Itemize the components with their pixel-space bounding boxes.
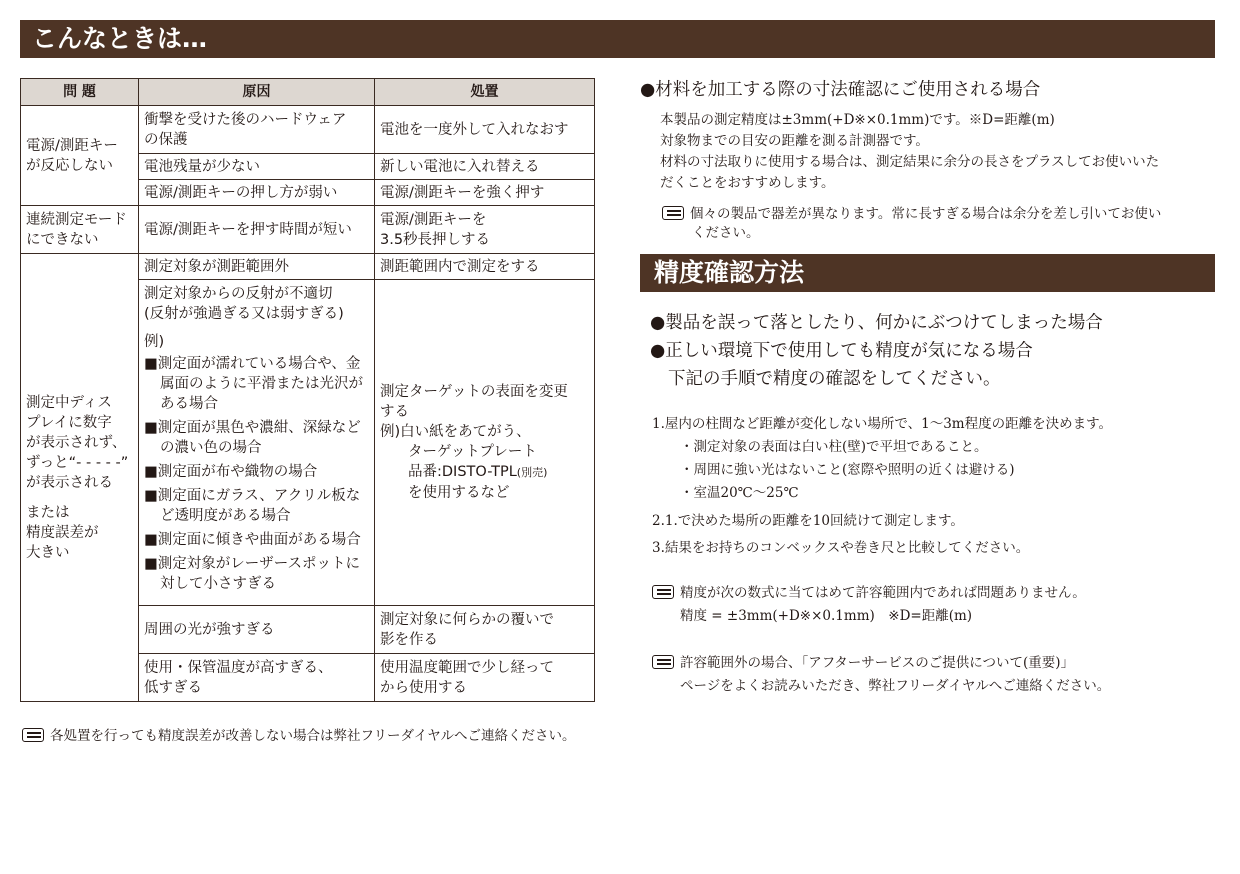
material-note-line: ください。 xyxy=(692,225,760,241)
action-line: 測定ターゲットの表面を変更 xyxy=(380,384,568,400)
step-1-sub: ・測定対象の表面は白い柱(壁)で平坦であること。 xyxy=(680,439,988,455)
cause-line: 低すぎる xyxy=(144,679,202,696)
action-cell: 測距範囲内で測定をする xyxy=(375,254,595,280)
action-line: 測定対象に何らかの覆いで xyxy=(380,611,554,628)
action-line: 3.5秒長押しする xyxy=(380,231,491,248)
step-3: 3.結果をお持ちのコンベックスや巻き尺と比較してください。 xyxy=(652,540,1030,556)
material-note xyxy=(662,202,1161,222)
cause-list-item: ■測定対象がレーザースポットに対して小さすぎる xyxy=(144,556,360,592)
action-cell xyxy=(375,654,595,702)
problem-line: 連続測定モード xyxy=(26,211,127,228)
cause-cell xyxy=(139,654,375,702)
column-header-action: 処置 xyxy=(375,79,595,106)
material-line: 本製品の測定精度は±3mm(+D※×0.1mm)です。※D=距離(m) xyxy=(660,112,1055,128)
action-line: から使用する xyxy=(380,679,467,696)
cause-line: (反射が強過ぎる又は弱すぎる) xyxy=(144,306,344,322)
step-2: 2.1.で決めた場所の距離を10回続けて測定します。 xyxy=(652,513,964,529)
action-line: ターゲットプレート xyxy=(408,444,537,460)
pointing-hand-icon xyxy=(662,206,684,220)
cause-line: 衝撃を受けた後のハードウェア xyxy=(144,111,347,128)
section-title: 精度確認方法 xyxy=(654,258,805,287)
pointing-hand-icon xyxy=(22,728,44,742)
action-line: 使用温度範囲で少し経って xyxy=(380,659,554,676)
action-cell: 電池を一度外して入れなおす xyxy=(375,106,595,154)
table-footnote xyxy=(22,724,576,744)
accuracy-intro: 下記の手順で精度の確認をしてください。 xyxy=(668,369,1001,389)
table-header-row xyxy=(21,79,595,106)
cause-list-item: ■測定面が布や織物の場合 xyxy=(144,464,318,480)
cause-cell xyxy=(139,106,375,154)
problem-cell xyxy=(21,106,139,206)
cause-example-label: 例) xyxy=(144,334,165,350)
material-line: 材料の寸法取りに使用する場合は、測定結果に余分の長さをプラスしてお使いいた xyxy=(660,154,1160,170)
problem-line: 精度誤差が xyxy=(26,524,99,541)
accuracy-note-line: 許容範囲外の場合、「アフターサービスのご提供について(重要)」 xyxy=(680,655,1075,671)
troubleshooting-table xyxy=(20,78,595,702)
accuracy-note-line: ページをよくお読みいただき、弊社フリーダイヤルへご連絡ください。 xyxy=(680,678,1111,694)
cause-cell: 周囲の光が強すぎる xyxy=(139,606,375,654)
action-line: 例)白い紙をあてがう、 xyxy=(380,424,531,440)
action-line: を使用するなど xyxy=(408,485,510,501)
cause-cell xyxy=(139,280,375,606)
pointing-hand-icon xyxy=(652,585,674,599)
table-row xyxy=(21,254,595,280)
accuracy-note xyxy=(652,651,1074,671)
problem-line: プレイに数字 xyxy=(26,414,112,431)
action-cell xyxy=(375,606,595,654)
pointing-hand-icon xyxy=(652,655,674,669)
cause-line: 使用・保管温度が高すぎる、 xyxy=(144,659,333,676)
table-row xyxy=(21,106,595,154)
action-line xyxy=(380,462,589,483)
action-cell xyxy=(375,280,595,606)
material-heading: ●材料を加工する際の寸法確認にご使用される場合 xyxy=(640,80,1041,100)
step-1-sub: ・周囲に強い光はないこと(窓際や照明の近くは避ける) xyxy=(680,462,1015,478)
problem-line: 電源/測距キー xyxy=(26,137,118,154)
problem-line: 測定中ディス xyxy=(26,394,112,411)
cause-list-item: ■測定面が黒色や濃紺、深緑などの濃い色の場合 xyxy=(144,420,361,456)
cause-list-item: ■測定面が濡れている場合や、金属面のように平滑または光沢がある場合 xyxy=(144,356,363,412)
cause-cell: 電源/測距キーを押す時間が短い xyxy=(139,206,375,254)
action-line: 電源/測距キーを xyxy=(380,211,487,228)
action-cell xyxy=(375,206,595,254)
step-1: 1.屋内の柱間など距離が変化しない場所で、1〜3m程度の距離を決めます。 xyxy=(652,416,1113,432)
cause-list-item: ■測定面に傾きや曲面がある場合 xyxy=(144,532,361,548)
action-cell: 電源/測距キーを強く押す xyxy=(375,180,595,206)
cause-list-item: ■測定面にガラス、アクリル板など透明度がある場合 xyxy=(144,488,361,524)
accuracy-note-line: 精度が次の数式に当てはめて許容範囲内であれば問題ありません。 xyxy=(680,585,1086,601)
footnote-text: 各処置を行っても精度誤差が改善しない場合は弊社フリーダイヤルへご連絡ください。 xyxy=(50,728,576,744)
problem-line: ずっと“- - - - -” xyxy=(26,454,129,471)
page-title: こんなときは… xyxy=(32,24,208,53)
cause-cell: 電池残量が少ない xyxy=(139,154,375,180)
problem-line: または xyxy=(26,504,70,521)
product-number: 品番:DISTO-TPL xyxy=(408,464,517,480)
material-line: だくことをおすすめします。 xyxy=(660,175,835,191)
page-title-banner xyxy=(20,20,1215,58)
section-title-banner xyxy=(640,254,1215,292)
material-line: 対象物までの目安の距離を測る計測器です。 xyxy=(660,133,929,149)
action-line: 影を作る xyxy=(380,631,438,648)
cause-cell: 電源/測距キーの押し方が弱い xyxy=(139,180,375,206)
sold-separately-note: (別売) xyxy=(516,466,548,479)
cause-cell: 測定対象が測距範囲外 xyxy=(139,254,375,280)
problem-line: が表示される xyxy=(26,474,113,491)
problem-cell xyxy=(21,206,139,254)
material-note-line: 個々の製品で器差が異なります。常に長すぎる場合は余分を差し引いてお使い xyxy=(690,206,1162,222)
accuracy-bullet: ●製品を誤って落としたり、何かにぶつけてしまった場合 xyxy=(650,313,1103,333)
cause-line: 測定対象からの反射が不適切 xyxy=(144,286,333,302)
step-1-sub: ・室温20℃〜25℃ xyxy=(680,485,799,501)
accuracy-note xyxy=(652,581,1086,601)
table-row xyxy=(21,206,595,254)
column-header-problem: 問 題 xyxy=(21,79,139,106)
problem-cell xyxy=(21,254,139,702)
action-line: する xyxy=(380,404,409,420)
action-cell: 新しい電池に入れ替える xyxy=(375,154,595,180)
cause-line: の保護 xyxy=(144,131,188,148)
accuracy-formula: 精度 = ±3mm(+D※×0.1mm) ※D=距離(m) xyxy=(680,608,973,624)
column-header-cause: 原因 xyxy=(139,79,375,106)
accuracy-bullet: ●正しい環境下で使用しても精度が気になる場合 xyxy=(650,341,1033,361)
problem-line: にできない xyxy=(26,231,99,248)
problem-line: 大きい xyxy=(26,544,70,561)
problem-line: が表示されず、 xyxy=(26,434,127,451)
problem-line: が反応しない xyxy=(26,157,113,174)
